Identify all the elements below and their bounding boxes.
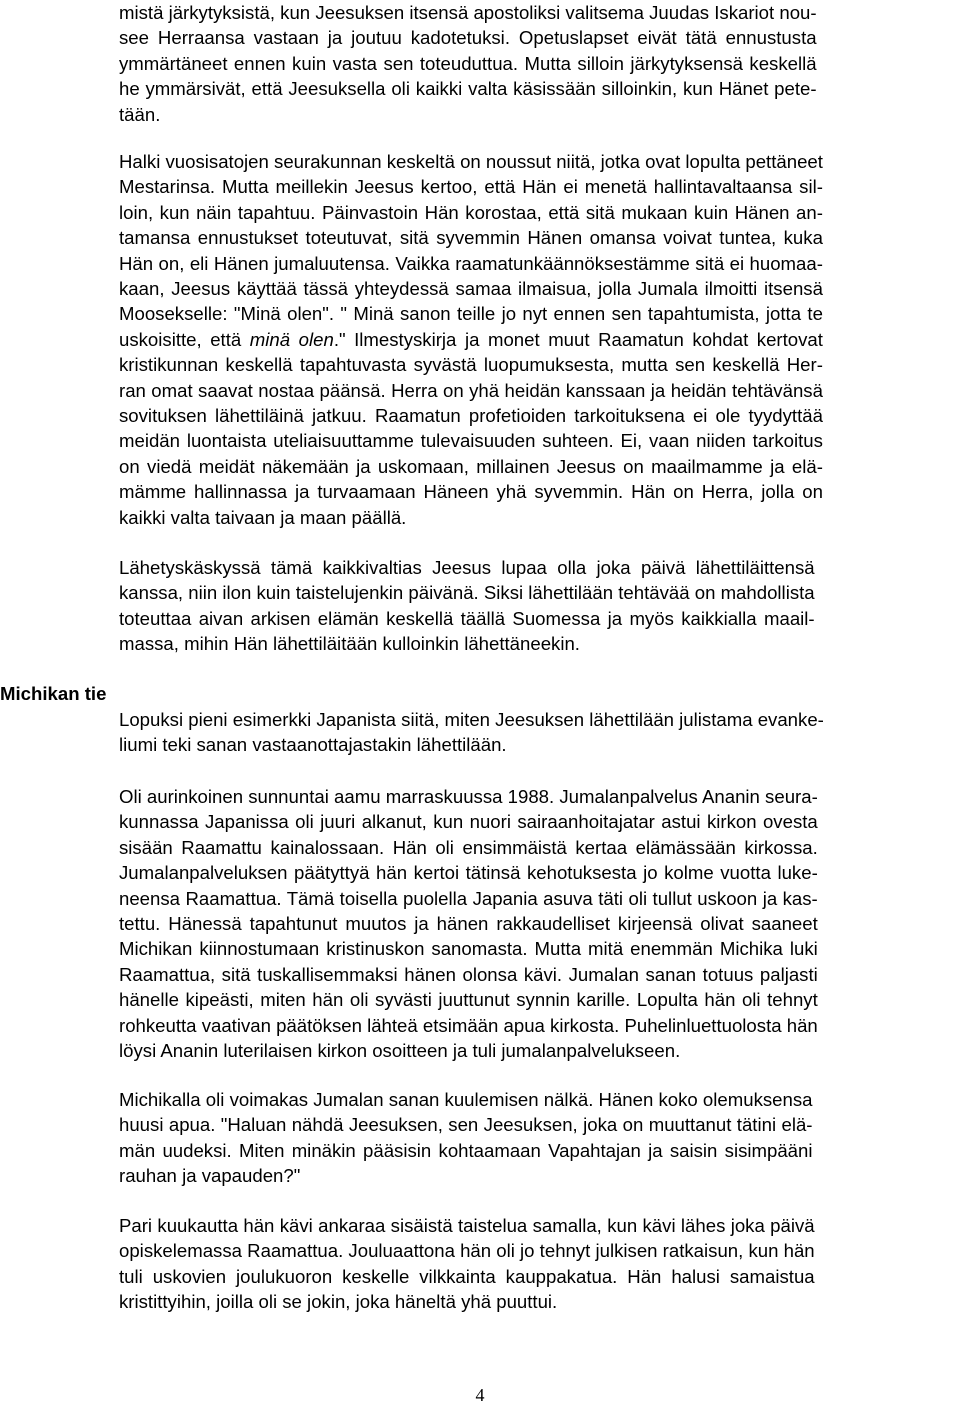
text-line: he ymmärsivät, että Jeesuksella oli kaikki valta käsissään silloinkin, kun Hänet pete- <box>119 78 817 100</box>
text-line: hänelle kipeästi, miten hän oli syvästi juuttunut synnin karille. Lopulta hän oli tehnyt <box>119 989 818 1011</box>
text-line: Pari kuukautta hän kävi ankaraa sisäistä taistelua samalla, kun kävi lähes joka päivä <box>119 1215 815 1236</box>
paragraph <box>119 0 817 127</box>
text-line: Moosekselle: "Minä olen". " Minä sanon teille jo nyt ennen sen tapahtumista, jotta te <box>119 303 823 325</box>
text-line: sovituksen lähettiläinä jatkuu. Raamatun profetioiden tarkoituksena ei ole tyydyttää <box>119 405 823 427</box>
text-line: Hän on, eli Hänen jumaluutensa. Vaikka raamatunkäännöksestämme sitä ei huomaa- <box>119 252 823 274</box>
text-line: sisään Raamattu kainalossaan. Hän oli ensimmäistä kertaa elämässään kirkossa. <box>119 836 818 858</box>
text-line: tamansa ennustukset toteutuvat, sitä syvemmin Hänen omansa voivat tuntea, kuka <box>119 227 823 249</box>
text-line: neensa Raamattua. Tämä toisella puolella Japania asuva täti oli tullut uskoon ja kas- <box>119 887 818 909</box>
text-line: meidän luontaista uteliaisuuttamme tulevaisuuden suhteen. Ei, vaan niiden tarkoitus <box>119 430 823 452</box>
text-line: Halki vuosisatojen seurakunnan keskeltä on noussut niitä, jotka ovat lopulta pettäneet <box>119 151 823 172</box>
paragraph <box>119 555 815 657</box>
text-line: huusi apua. "Haluan nähdä Jeesuksen, sen Jeesuksen, joka on muuttanut tätini elä- <box>119 1114 813 1136</box>
text-line: tuli uskovien joulukuoron keskelle vilkkainta kauppakatua. Hän halusi samaistua <box>119 1265 815 1287</box>
text-line: Lähetyskäskyssä tämä kaikkivaltias Jeesus lupaa olla joka päivä lähettiläittensä <box>119 557 815 578</box>
text-line: loin, kun näin tapahtuu. Päinvastoin Hän korostaa, että sitä mukaan kuin Hänen an- <box>119 201 823 223</box>
text-line: tään. <box>119 103 161 125</box>
text-line: kaikki valta taivaan ja maan päällä. <box>119 506 407 528</box>
emphasis: minä olen <box>249 328 334 350</box>
text-line: uskoisitte, että minä olen." Ilmestyskirja ja monet muut Raamatun kohdat kertovat <box>119 328 823 350</box>
text-line: Mestarinsa. Mutta meillekin Jeesus kertoo, että Hän ei menetä hallintavaltaansa sil- <box>119 176 823 198</box>
text-line: massa, mihin Hän lähettiläitään kulloinkin lähettäneekin. <box>119 633 580 655</box>
text-line: kunnassa Japanissa oli juuri alkanut, kun nuori sairaanhoitajatar astui kirkon ovesta <box>119 811 818 833</box>
text-line: toteuttaa aivan arkisen elämän keskellä täällä Suomessa ja myös kaikkialla maail- <box>119 607 815 629</box>
paragraph <box>119 1087 813 1189</box>
paragraph <box>119 1213 815 1315</box>
text-line: rauhan ja vapauden?" <box>119 1165 301 1187</box>
text-line: rohkeutta vaativan päätöksen lähteä etsimään apua kirkosta. Puhelinluettuolosta hän <box>119 1014 818 1036</box>
text-line: on viedä meidät näkemään ja uskomaan, millainen Jeesus on maailmamme ja elä- <box>119 455 823 477</box>
text-line: kanssa, niin ilon kuin taistelujenkin päivänä. Siksi lähettilään tehtävää on mahdollista <box>119 582 815 604</box>
text-line: liumi teki sanan vastaanottajastakin lähettilään. <box>119 734 507 756</box>
text-line: löysi Ananin luterilaisen kirkon osoitteen ja tuli jumalanpalvelukseen. <box>119 1040 681 1062</box>
text-line: Jumalanpalveluksen päätyttyä hän kertoi tätinsä kehotuksesta jo kolme vuotta luke- <box>119 862 818 884</box>
text-line: mämme hallinnassa ja turvaamaan Häneen yhä syvemmin. Hän on Herra, jolla on <box>119 481 823 503</box>
text-line: see Herraansa vastaan ja joutuu kadotetuksi. Opetuslapset eivät tätä ennustusta <box>119 27 817 49</box>
text-line: Michikan kiinnostumaan kristinuskon sanomasta. Mutta mitä enemmän Michika luki <box>119 938 818 960</box>
text-line: ymmärtäneet ennen kuin vasta sen toteuduttua. Mutta silloin järkytyksensä keskellä <box>119 52 817 74</box>
text-line: Lopuksi pieni esimerkki Japanista siitä, miten Jeesuksen lähettilään julistama evanke- <box>119 709 824 730</box>
paragraph <box>119 784 818 1063</box>
paragraph <box>119 149 823 530</box>
section-heading: Michikan tie <box>0 683 107 704</box>
text-line: kaan, Jeesus käyttää tässä yhteydessä samaa ilmaisua, jolla Jumala ilmoitti itsensä <box>119 278 823 300</box>
text-line: kristittyihin, joilla oli se jokin, joka häneltä yhä puuttui. <box>119 1291 558 1313</box>
text-line: Michikalla oli voimakas Jumalan sanan kuulemisen nälkä. Hänen koko olemuksensa <box>119 1089 813 1110</box>
text-line: kristikunnan keskellä tapahtuvasta syvästä luopumuksesta, mutta sen keskellä Her- <box>119 354 823 376</box>
text-line: Oli aurinkoinen sunnuntai aamu marraskuussa 1988. Jumalanpalvelus Ananin seura- <box>119 786 818 807</box>
paragraph <box>119 707 824 758</box>
text-line: män uudeksi. Miten minäkin pääsisin kohtaamaan Vapahtajan ja saisin sisimpääni <box>119 1139 813 1161</box>
text-line: Raamattua, sitä tuskallisemmaksi hänen olonsa kävi. Jumalan sanan totuus paljasti <box>119 963 818 985</box>
text-line: tettu. Hänessä tapahtunut muutos ja hänen rakkaudelliset kirjeensä olivat saaneet <box>119 913 818 935</box>
page-number: 4 <box>475 1385 485 1405</box>
text-line: mistä järkytyksistä, kun Jeesuksen itsensä apostoliksi valitsema Juudas Iskariot nou- <box>119 2 817 23</box>
text-line: ran omat saavat nostaa päänsä. Herra on yhä heidän kanssaan ja heidän tehtävänsä <box>119 379 823 401</box>
text-line: opiskelemassa Raamattua. Jouluaattona hän oli jo tehnyt julkisen ratkaisun, kun hän <box>119 1240 815 1262</box>
